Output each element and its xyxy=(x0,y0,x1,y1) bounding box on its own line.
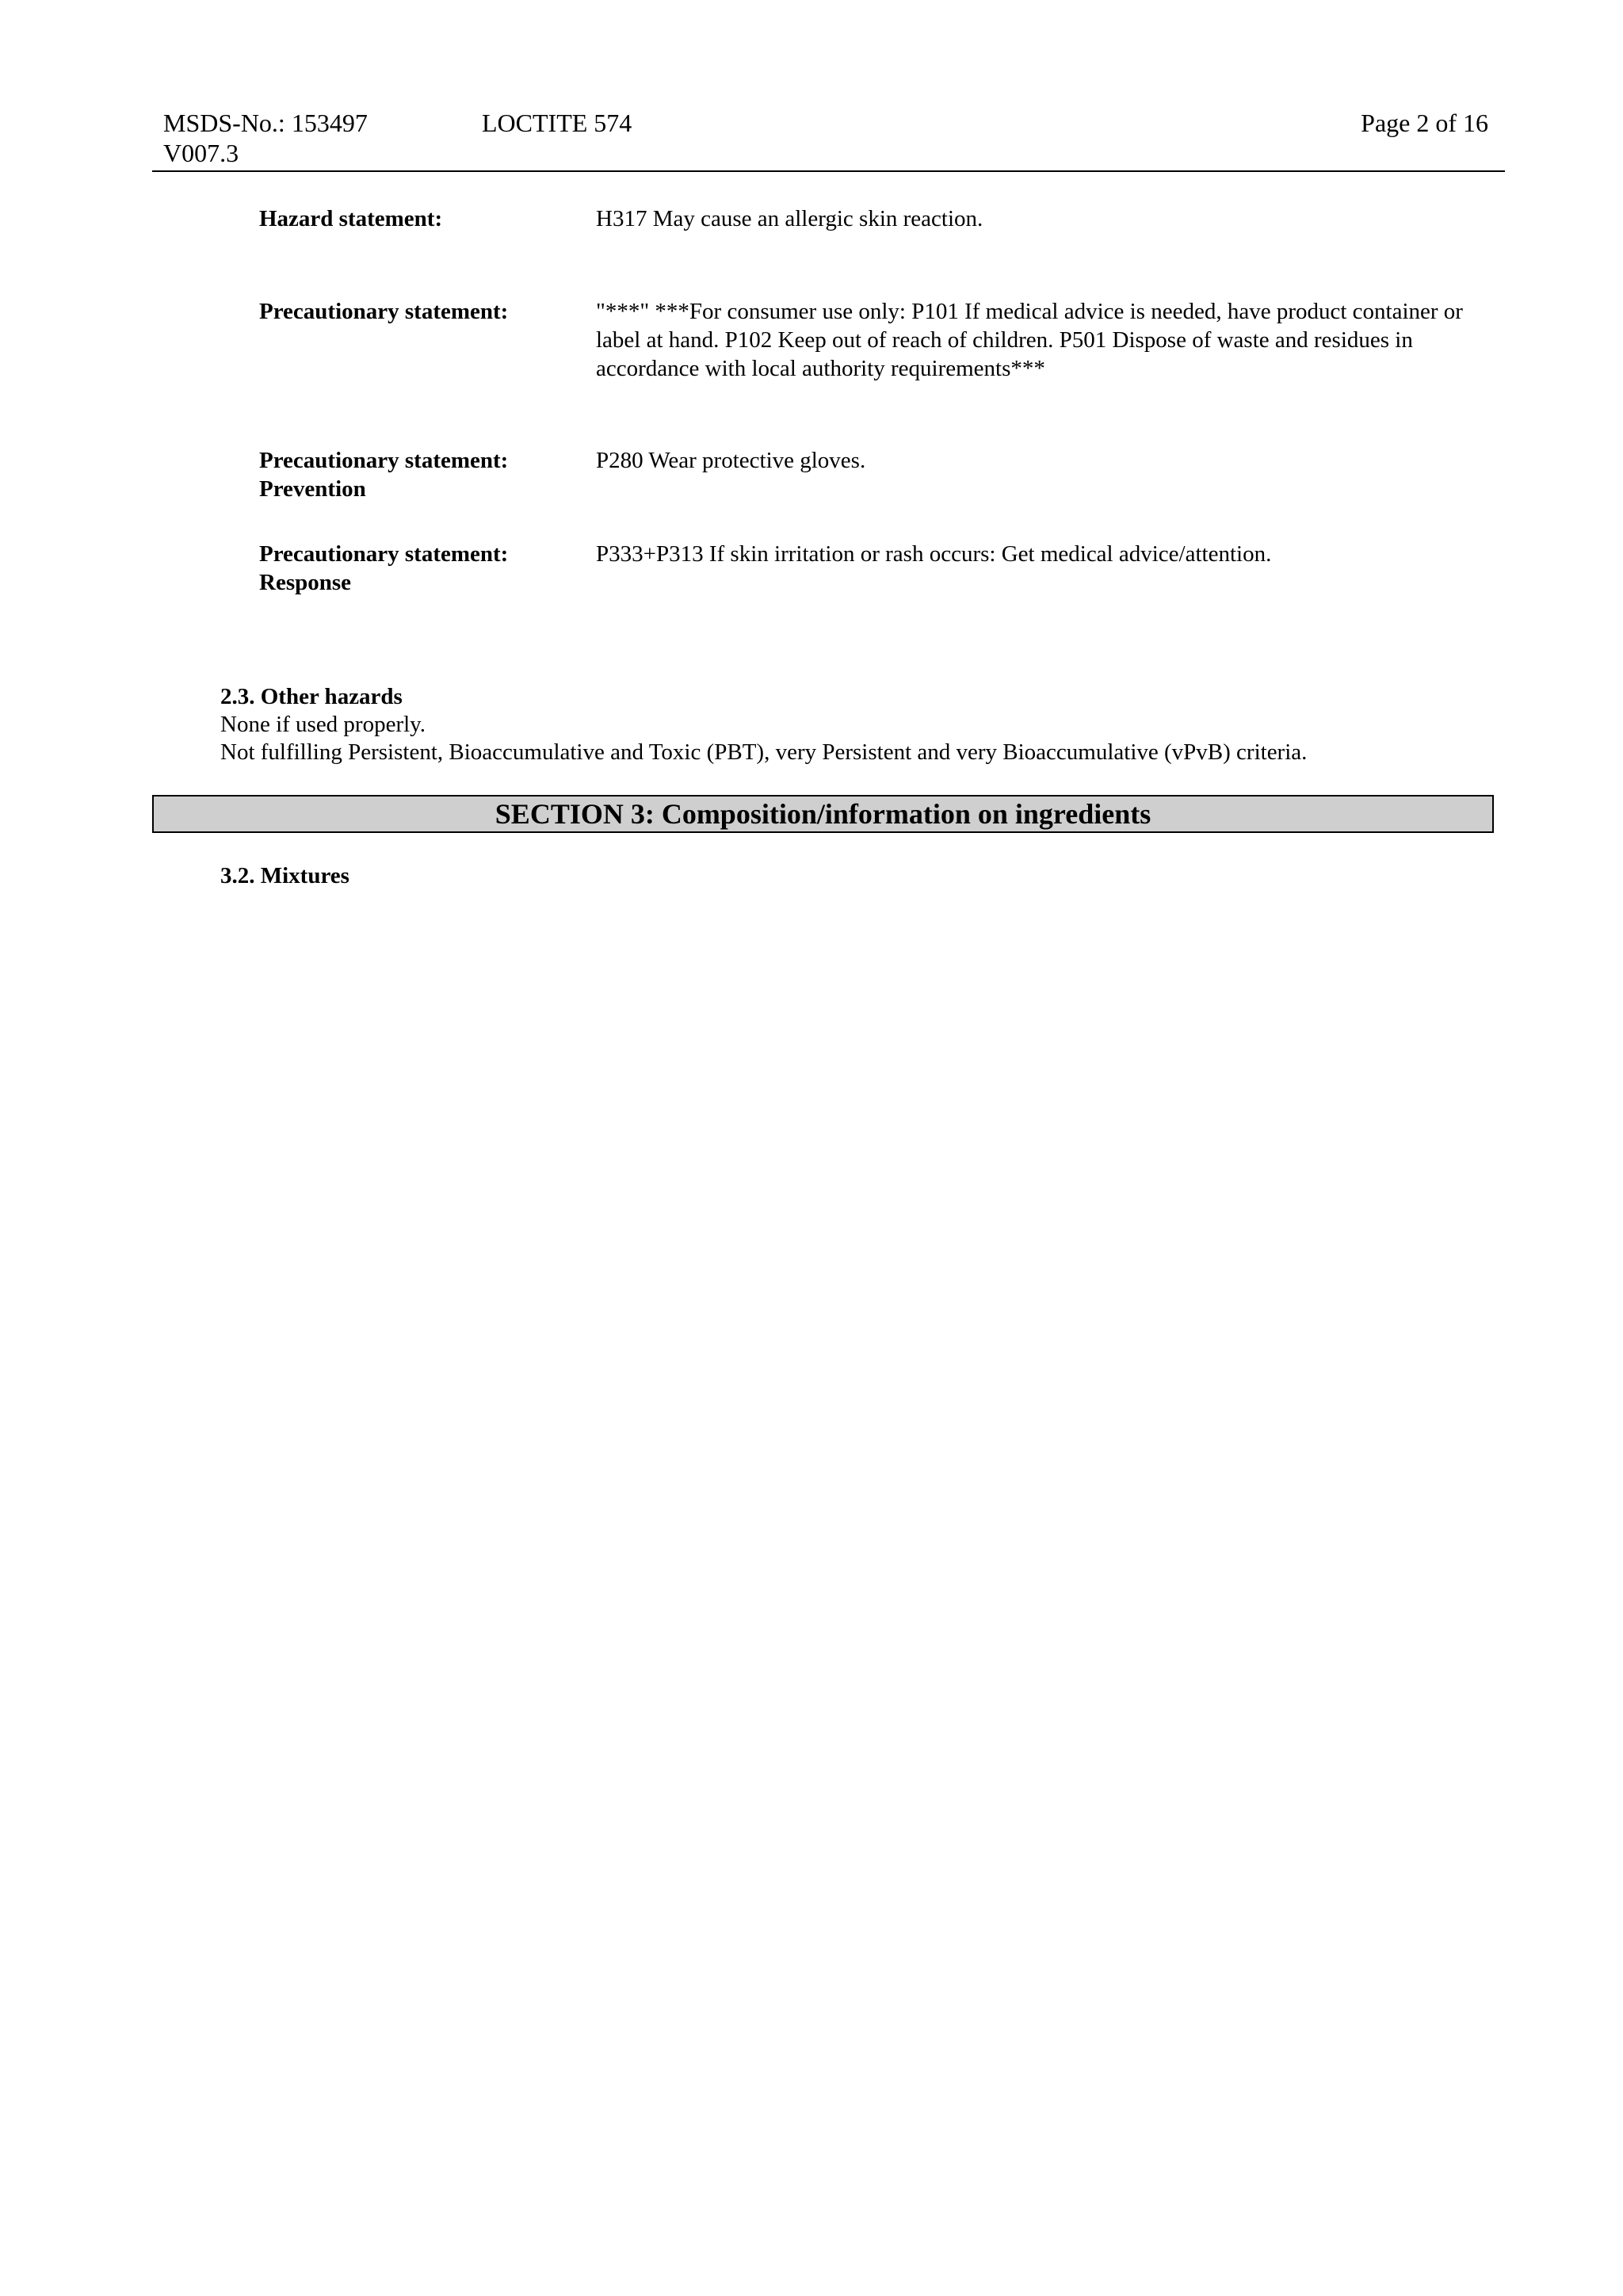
product-name: LOCTITE 574 xyxy=(482,109,632,137)
header-divider xyxy=(152,170,1505,172)
response-statement-label: Precautionary statement: Response xyxy=(259,541,509,595)
other-hazards-block xyxy=(220,683,1488,766)
prevention-statement-label: Precautionary statement: Prevention xyxy=(259,448,509,502)
hazard-statement-value: H317 May cause an allergic skin reaction. xyxy=(596,206,983,231)
document-version: V007.3 xyxy=(163,139,239,167)
precautionary-statement-label: Precautionary statement: xyxy=(259,299,509,324)
hazard-statement-label: Hazard statement: xyxy=(259,206,443,231)
msds-number: MSDS-No.: 153497 xyxy=(163,109,368,137)
prevention-statement-value: P280 Wear protective gloves. xyxy=(596,448,866,473)
mixtures-heading: 3.2. Mixtures xyxy=(220,863,349,888)
other-hazards-line: None if used properly. xyxy=(220,712,426,737)
other-hazards-line: Not fulfilling Persistent, Bioaccumulative and Toxic (PBT), very Persistent and very Bioaccumulative (vPvB) criteria. xyxy=(220,739,1308,765)
other-hazards-heading: 2.3. Other hazards xyxy=(220,684,403,709)
section-3-heading: SECTION 3: Composition/information on ingredients xyxy=(152,795,1494,833)
precautionary-statement-value: "***" ***For consumer use only: P101 If medical advice is needed, have product container or label at hand. P102 Keep out of reach of children. P501 Dispose of waste and residues in accordance with local authority requirements*** xyxy=(596,299,1463,381)
page-number: Page 2 of 16 xyxy=(1361,109,1488,137)
response-statement-value: P333+P313 If skin irritation or rash occurs: Get medical advice/attention. xyxy=(596,541,1272,567)
